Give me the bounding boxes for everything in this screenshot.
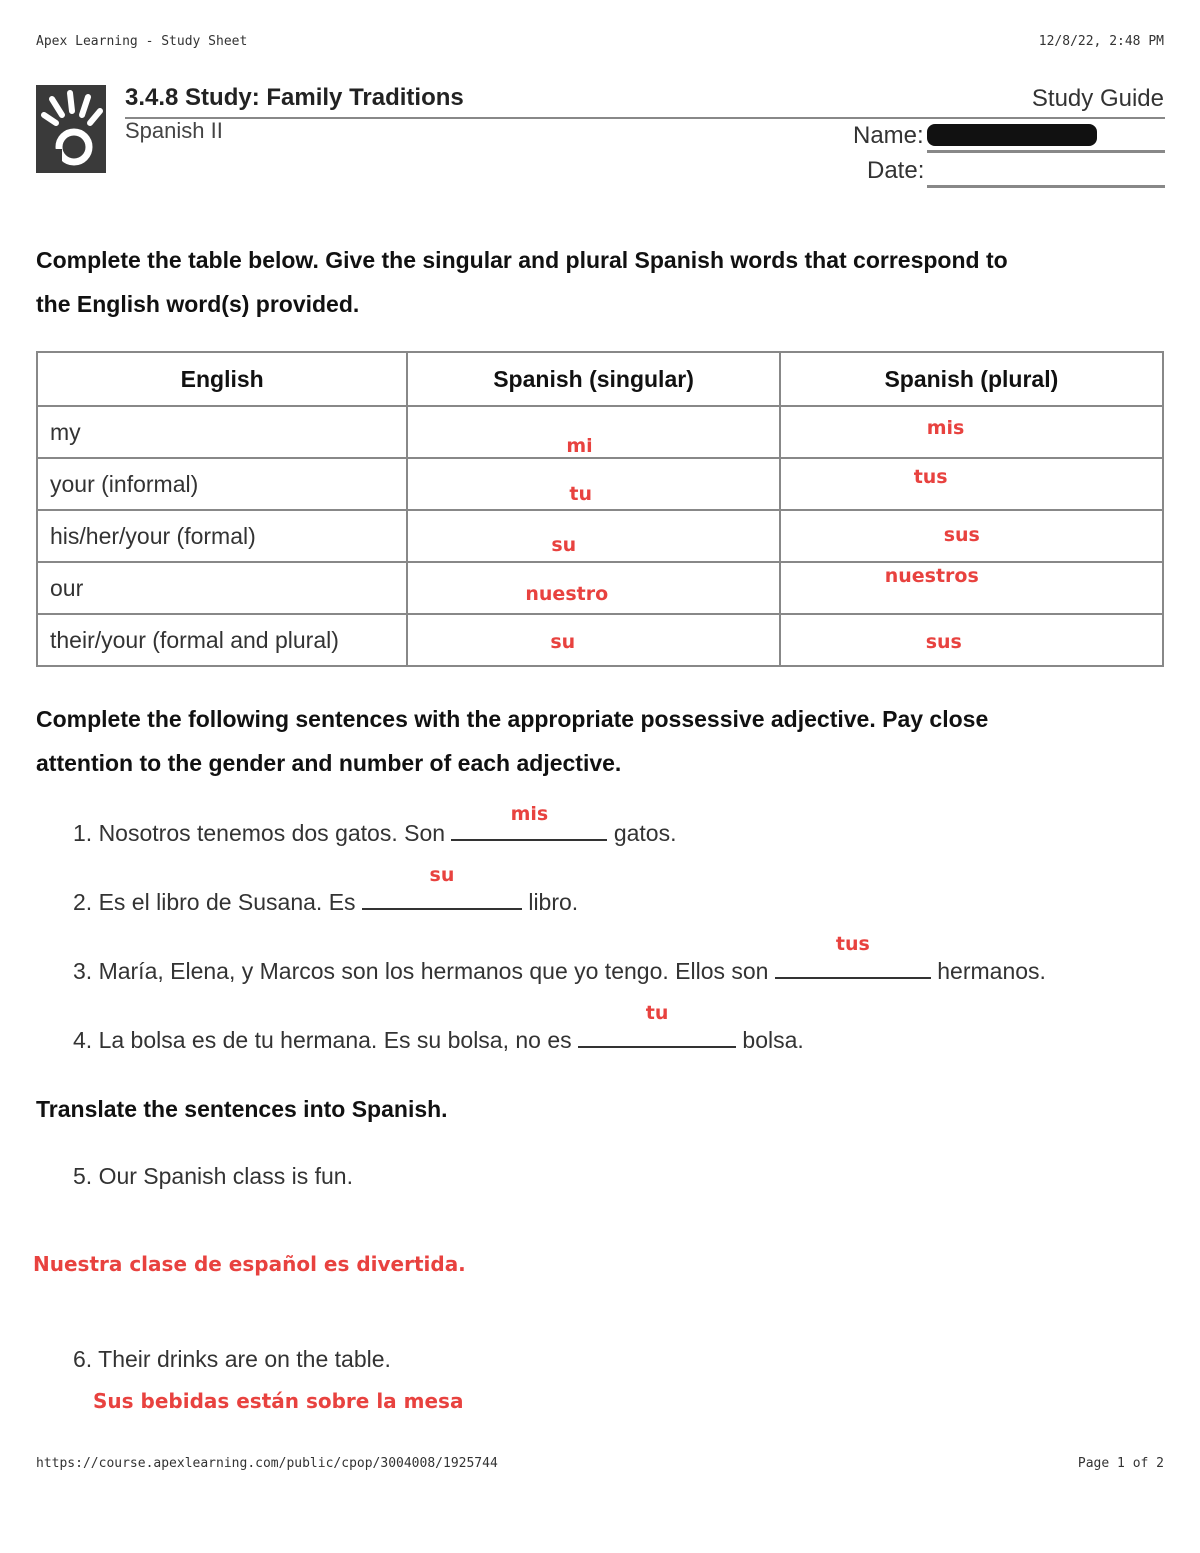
plural-cell[interactable] [780,614,1163,666]
plural-answer: sus [943,524,980,546]
sentence-text: bolsa. [736,1027,804,1053]
answer-blank[interactable] [362,864,522,910]
sentence-text: 2. Es el libro de Susana. Es [73,889,362,915]
print-header-datetime: 12/8/22, 2:48 PM [1038,34,1164,49]
name-field[interactable] [927,150,1165,153]
redacted-name [927,124,1097,146]
blank-answer: tus [835,933,870,955]
page-title: 3.4.8 Study: Family Traditions [125,84,464,111]
answer-blank[interactable] [451,803,607,841]
section1-instructions [36,238,1008,326]
plural-answer: sus [925,631,962,653]
sentence-text: gatos. [607,820,677,846]
sentence-2 [73,864,579,916]
answer-5: Nuestra clase de español es divertida. [33,1252,466,1276]
date-label: Date: [867,157,925,184]
sentence-4 [73,1002,804,1054]
answer-blank[interactable] [578,1002,736,1048]
answer-blank[interactable] [775,933,931,979]
singular-cell[interactable] [407,406,779,458]
singular-cell[interactable] [407,458,779,510]
plural-cell[interactable] [780,562,1163,614]
singular-cell[interactable] [407,510,779,562]
course-subtitle: Spanish II [125,118,223,143]
english-cell: our [37,562,407,614]
page-number: Page 1 of 2 [1077,1456,1164,1471]
singular-answer: tu [569,483,592,505]
header-singular: Spanish (singular) [407,352,779,406]
table-row [37,562,1163,614]
english-cell: their/your (formal and plural) [37,614,407,666]
singular-cell[interactable] [407,562,779,614]
plural-cell[interactable] [780,510,1163,562]
plural-cell[interactable] [780,406,1163,458]
instruction-line: Complete the following sentences with the appropriate possessive adjective. Pay close [36,706,989,732]
print-header-title: Apex Learning - Study Sheet [36,34,248,49]
sentence-text: hermanos. [930,958,1046,984]
table-row [37,458,1163,510]
sentence-3 [73,933,1046,985]
english-cell: your (informal) [37,458,407,510]
date-field[interactable] [927,185,1165,188]
header-plural: Spanish (plural) [780,352,1163,406]
singular-answer: su [550,631,576,653]
table-row [37,614,1163,666]
section2-instructions [36,697,988,785]
table-row [37,510,1163,562]
question-6: 6. Their drinks are on the table. [73,1346,391,1372]
apex-logo-icon [36,85,106,173]
singular-answer: su [551,534,577,556]
singular-answer: nuestro [525,583,609,605]
blank-answer: su [429,864,455,886]
plural-answer: tus [913,466,948,488]
question-5: 5. Our Spanish class is fun. [73,1163,353,1189]
blank-answer: mis [510,803,549,825]
table-row [37,406,1163,458]
singular-cell[interactable] [407,614,779,666]
plural-cell[interactable] [780,458,1163,510]
sentence-text: 1. Nosotros tenemos dos gatos. Son [73,820,452,846]
sentence-text: 4. La bolsa es de tu hermana. Es su bolsa, no es [73,1027,579,1053]
singular-answer: mi [566,435,593,457]
possessive-table [36,351,1164,667]
answer-6: Sus bebidas están sobre la mesa [93,1389,464,1413]
sentence-text: 3. María, Elena, y Marcos son los hermanos que yo tengo. Ellos son [73,958,775,984]
table-header-row [37,352,1163,406]
name-label: Name: [853,122,924,149]
doc-type-label: Study Guide [1031,85,1164,112]
header-divider [125,117,1165,119]
english-cell: my [37,406,407,458]
instruction-line: the English word(s) provided. [36,291,360,317]
sentence-1 [73,803,677,847]
instruction-line: Complete the table below. Give the singular and plural Spanish words that correspond to [36,247,1008,273]
plural-answer: mis [926,417,965,439]
section3-instructions: Translate the sentences into Spanish. [36,1096,448,1122]
plural-answer: nuestros [884,565,979,587]
english-cell: his/her/your (formal) [37,510,407,562]
blank-answer: tu [645,1002,669,1024]
header-english: English [37,352,407,406]
footer-url[interactable]: https://course.apexlearning.com/public/cpop/3004008/1925744 [36,1456,498,1471]
sentence-text: libro. [521,889,579,915]
instruction-line: attention to the gender and number of each adjective. [36,750,622,776]
